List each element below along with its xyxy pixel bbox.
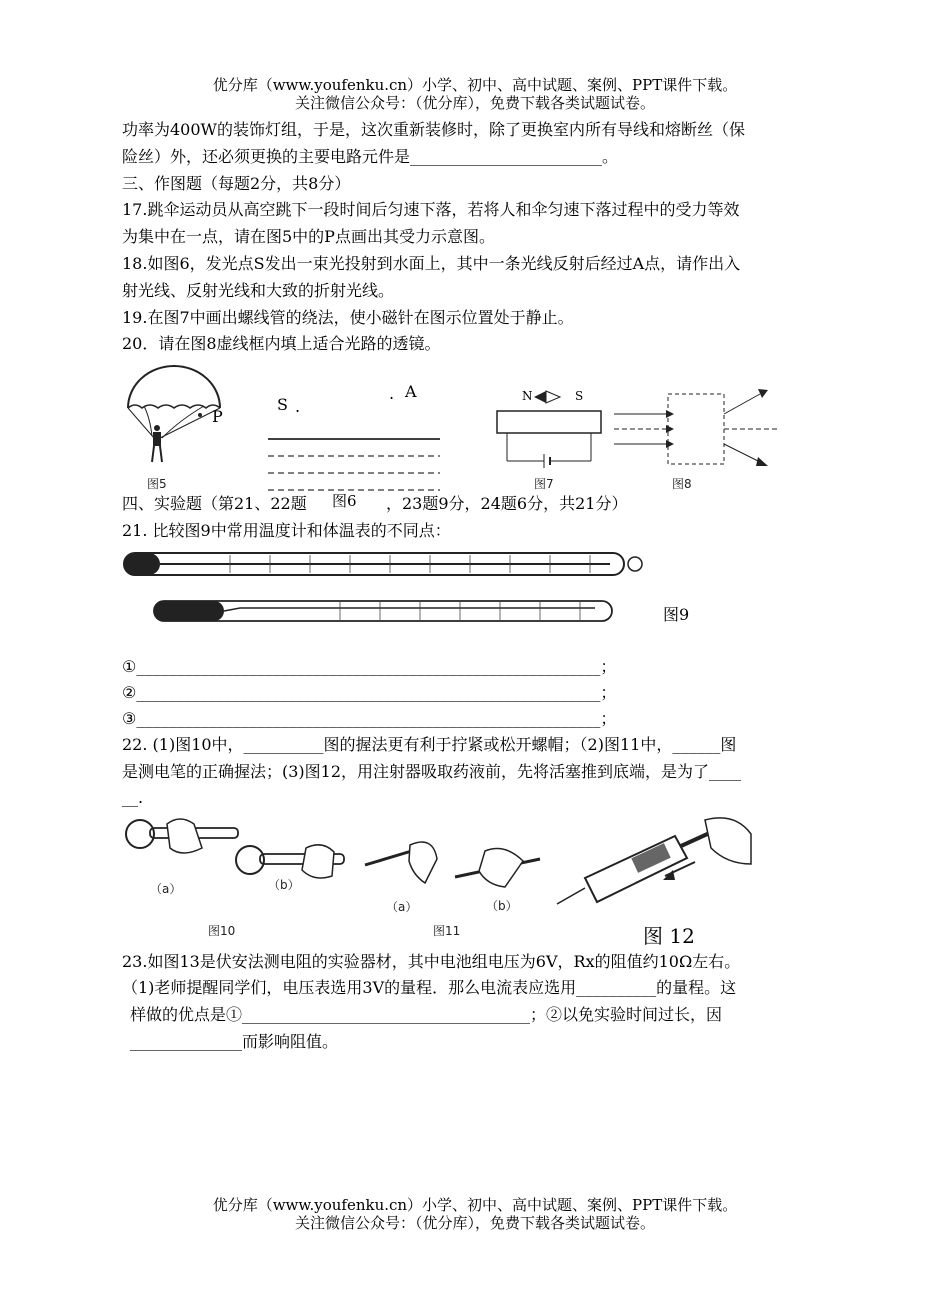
figure-11-caption: 图11	[433, 924, 461, 938]
figure-11-test-pencils	[355, 825, 555, 895]
q23-line-3: 样做的优点是①____________________________________；②以免实验时间过长，因	[130, 1005, 723, 1024]
footer-line-2: 关注微信公众号：（优分库），免费下载各类试题试卷。	[294, 1214, 655, 1232]
q16-continued-line-1: 功率为400W的装饰灯组，于是，这次重新装修时，除了更换室内所有导线和熔断丝（保	[122, 120, 745, 139]
figure-5-caption: 图5	[147, 477, 167, 491]
q17-line-2: 为集中在一点，请在图5中的P点画出其受力示意图。	[122, 227, 495, 246]
figure-9-thermometers	[120, 545, 650, 635]
header-line-1: 优分库（www.youfenku.cn）小学、初中、高中试题、案例、PPT课件下载。	[212, 76, 738, 94]
figure-9-caption: 图9	[663, 605, 690, 624]
figure-6-dot-s: .	[295, 397, 301, 416]
section-3-heading: 三、作图题（每题2分，共8分）	[122, 174, 351, 193]
figure-5-point-p: P	[212, 407, 223, 426]
figure-12-caption: 图 12	[643, 924, 695, 948]
figure-10-label-b: （b）	[268, 878, 300, 892]
figure-10-label-a: （a）	[150, 882, 182, 896]
figure-8-caption: 图8	[672, 477, 692, 491]
q22-line-1: 22. (1)图10中，__________图的握法更有利于拧紧或松开螺帽；（2)图11中，______图	[122, 735, 737, 754]
figure-7-label-s: S	[575, 389, 584, 403]
footer-line-1: 优分库（www.youfenku.cn）小学、初中、高中试题、案例、PPT课件下载。	[212, 1196, 738, 1214]
header-line-2: 关注微信公众号：（优分库），免费下载各类试题试卷。	[294, 94, 655, 112]
figure-7-label-n: N	[522, 389, 533, 403]
q23-line-2: （1)老师提醒同学们，电压表选用3V的量程．那么电流表应选用__________的量程。这	[122, 978, 737, 997]
q20: 20．请在图8虚线框内填上适合光路的透镜。	[122, 334, 441, 353]
section-4-heading-rest: ，23题9分，24题6分，共21分）	[386, 494, 628, 513]
figure-10-caption: 图10	[208, 924, 236, 938]
q22-line-3: __.	[122, 788, 144, 807]
q17-line-1: 17.跳伞运动员从高空跳下一段时间后匀速下落，若将人和伞匀速下落过程中的受力等效	[122, 200, 740, 219]
figure-6-dot-a: .	[389, 384, 395, 403]
section-4-heading: 四、实验题（第21、22题	[122, 494, 307, 513]
figure-8-lens-box	[612, 384, 782, 469]
answer-line-2: ②__________________________________________________________；	[122, 683, 617, 702]
q18-line-1: 18.如图6，发光点S发出一束光投射到水面上，其中一条光线反射后经过A点，请作出入	[122, 254, 741, 273]
figure-6-label-s: S	[277, 395, 288, 414]
q18-line-2: 射光线、反射光线和大致的折射光线。	[122, 281, 395, 300]
figure-6-caption: 图6	[332, 492, 357, 510]
q22-line-2: 是测电笔的正确握法；(3)图12，用注射器吸取药液前，先将活塞推到底端，是为了____	[122, 762, 742, 781]
q23-line-4: ______________而影响阻值。	[130, 1032, 339, 1051]
figure-12-syringe	[555, 812, 755, 922]
q23-line-1: 23.如图13是伏安法测电阻的实验器材，其中电池组电压为6V，Rx的阻值约10Ω左右。	[122, 952, 741, 971]
figure-6-label-a: A	[405, 382, 417, 401]
answer-line-3: ③__________________________________________________________；	[122, 709, 617, 728]
figure-11-label-a: （a）	[386, 900, 418, 914]
figure-11-label-b: （b）	[486, 899, 518, 913]
q19: 19.在图7中画出螺线管的绕法，使小磁针在图示位置处于静止。	[122, 308, 574, 327]
q16-continued-line-2: 险丝）外，还必须更换的主要电路元件是________________________。	[122, 147, 619, 166]
figure-7-solenoid	[494, 384, 609, 469]
answer-line-1: ①__________________________________________________________；	[122, 657, 617, 676]
figure-7-caption: 图7	[534, 477, 554, 491]
q21: 21. 比较图9中常用温度计和体温表的不同点：	[122, 521, 451, 540]
figure-6-water	[268, 436, 443, 496]
